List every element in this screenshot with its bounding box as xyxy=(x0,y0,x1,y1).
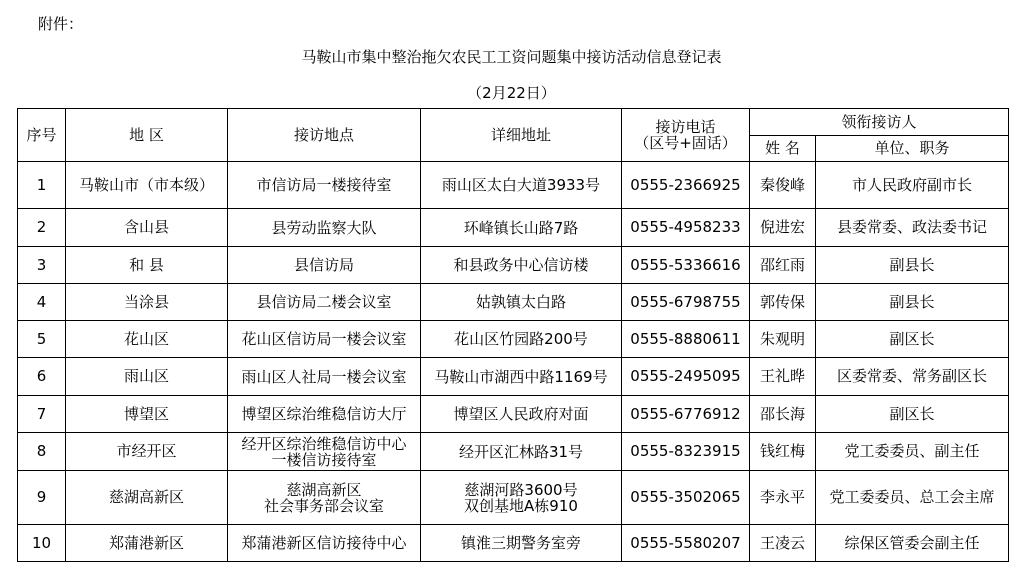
cell-region: 雨山区 xyxy=(66,358,228,396)
cell-region: 马鞍山市（市本级） xyxy=(66,162,228,209)
header-row-1 xyxy=(18,109,1009,136)
cell-region: 慈湖高新区 xyxy=(66,471,228,525)
cell-name: 秦俊峰 xyxy=(750,162,816,209)
cell-address-line-1: 慈湖河路3600号 xyxy=(464,480,578,499)
cell-phone: 0555-8880611 xyxy=(622,321,750,358)
cell-name: 钱红梅 xyxy=(750,433,816,471)
cell-seq: 5 xyxy=(18,321,66,358)
table-row xyxy=(18,321,1009,358)
cell-seq: 4 xyxy=(18,284,66,321)
cell-seq: 9 xyxy=(18,471,66,525)
cell-address xyxy=(421,247,622,284)
document-date: （2月22日） xyxy=(467,84,556,102)
cell-position: 副区长 xyxy=(816,321,1009,358)
cell-address xyxy=(421,396,622,433)
cell-region: 博望区 xyxy=(66,396,228,433)
cell-phone: 0555-6776912 xyxy=(622,396,750,433)
cell-address-line-2: 双创基地A栋910 xyxy=(464,496,578,515)
cell-name: 王凌云 xyxy=(750,525,816,562)
cell-phone: 0555-2495095 xyxy=(622,358,750,396)
cell-phone: 0555-6798755 xyxy=(622,284,750,321)
cell-position: 党工委委员、副主任 xyxy=(816,433,1009,471)
cell-name: 王礼晔 xyxy=(750,358,816,396)
cell-seq: 1 xyxy=(18,162,66,209)
header-position: 单位、职务 xyxy=(816,136,1009,162)
table-row xyxy=(18,284,1009,321)
cell-address xyxy=(421,209,622,247)
cell-address xyxy=(421,321,622,358)
cell-region: 含山县 xyxy=(66,209,228,247)
document-title: 马鞍山市集中整治拖欠农民工工资问题集中接访活动信息登记表 xyxy=(301,48,722,66)
cell-location xyxy=(228,162,421,209)
header-address: 详细地址 xyxy=(421,109,622,162)
cell-position: 区委常委、常务副区长 xyxy=(816,358,1009,396)
cell-address-line-1: 和县政务中心信访楼 xyxy=(453,256,589,274)
cell-address-line-1: 雨山区太白大道3933号 xyxy=(441,176,601,194)
cell-address-line-1: 姑孰镇太白路 xyxy=(475,293,566,311)
cell-address xyxy=(421,284,622,321)
cell-address-line-1: 博望区人民政府对面 xyxy=(453,405,589,423)
cell-location xyxy=(228,433,421,471)
header-phone-line2: （区号+固话） xyxy=(634,134,737,152)
cell-seq: 7 xyxy=(18,396,66,433)
cell-location xyxy=(228,247,421,284)
cell-position: 综保区管委会副主任 xyxy=(816,525,1009,562)
table-row xyxy=(18,433,1009,471)
registration-table xyxy=(17,108,1009,562)
cell-position: 市人民政府副市长 xyxy=(816,162,1009,209)
cell-location xyxy=(228,471,421,525)
cell-address xyxy=(421,471,622,525)
cell-address xyxy=(421,358,622,396)
table-row xyxy=(18,358,1009,396)
header-name: 姓 名 xyxy=(750,136,816,162)
header-phone xyxy=(622,109,750,162)
table-row xyxy=(18,471,1009,525)
cell-location-line-1: 县信访局二楼会议室 xyxy=(256,293,392,311)
cell-region: 花山区 xyxy=(66,321,228,358)
attachment-label: 附件： xyxy=(38,15,84,33)
header-leader: 领衔接访人 xyxy=(750,109,1009,136)
cell-address-line-1: 马鞍山市湖西中路1169号 xyxy=(434,367,608,386)
cell-region: 和 县 xyxy=(66,247,228,284)
cell-position: 副县长 xyxy=(816,284,1009,321)
table-row xyxy=(18,247,1009,284)
cell-location xyxy=(228,358,421,396)
cell-phone: 0555-4958233 xyxy=(622,209,750,247)
table-header xyxy=(18,109,1009,162)
cell-location-line-1: 经开区综治维稳信访中心 xyxy=(241,434,407,453)
cell-location xyxy=(228,209,421,247)
cell-name: 朱观明 xyxy=(750,321,816,358)
cell-location xyxy=(228,396,421,433)
header-seq: 序号 xyxy=(18,109,66,162)
cell-name: 倪进宏 xyxy=(750,209,816,247)
header-region: 地 区 xyxy=(66,109,228,162)
cell-seq: 8 xyxy=(18,433,66,471)
table-row xyxy=(18,396,1009,433)
cell-location-line-2: 一楼信访接待室 xyxy=(271,450,377,469)
cell-phone: 0555-2366925 xyxy=(622,162,750,209)
cell-location-line-1: 县劳动监察大队 xyxy=(271,218,377,237)
table-row xyxy=(18,209,1009,247)
cell-location-line-2: 社会事务部会议室 xyxy=(263,496,384,515)
cell-location-line-1: 县信访局 xyxy=(293,256,354,274)
cell-phone: 0555-5336616 xyxy=(622,247,750,284)
table-row xyxy=(18,525,1009,562)
cell-location-line-1: 慈湖高新区 xyxy=(286,480,362,499)
cell-name: 邵长海 xyxy=(750,396,816,433)
cell-position: 县委常委、政法委书记 xyxy=(816,209,1009,247)
cell-location-line-1: 博望区综治维稳信访大厅 xyxy=(241,405,407,423)
cell-seq: 10 xyxy=(18,525,66,562)
cell-location xyxy=(228,284,421,321)
header-location: 接访地点 xyxy=(228,109,421,162)
cell-location-line-1: 郑蒲港新区信访接待中心 xyxy=(241,534,407,552)
cell-address-line-1: 镇淮三期警务室旁 xyxy=(460,534,581,552)
cell-name: 郭传保 xyxy=(750,284,816,321)
cell-address-line-1: 花山区竹园路200号 xyxy=(454,330,588,348)
cell-position: 副县长 xyxy=(816,247,1009,284)
cell-location-line-1: 雨山区人社局一楼会议室 xyxy=(241,367,407,386)
table-body xyxy=(18,162,1009,562)
cell-region: 市经开区 xyxy=(66,433,228,471)
cell-seq: 3 xyxy=(18,247,66,284)
cell-seq: 2 xyxy=(18,209,66,247)
cell-address xyxy=(421,433,622,471)
cell-address-line-1: 环峰镇长山路7路 xyxy=(463,218,579,237)
cell-location xyxy=(228,321,421,358)
cell-phone: 0555-3502065 xyxy=(622,471,750,525)
table-row xyxy=(18,162,1009,209)
cell-location-line-1: 市信访局一楼接待室 xyxy=(256,176,392,194)
cell-address xyxy=(421,525,622,562)
cell-name: 邵红雨 xyxy=(750,247,816,284)
cell-region: 郑蒲港新区 xyxy=(66,525,228,562)
cell-position: 党工委委员、总工会主席 xyxy=(816,471,1009,525)
cell-name: 李永平 xyxy=(750,471,816,525)
cell-region: 当涂县 xyxy=(66,284,228,321)
cell-location-line-1: 花山区信访局一楼会议室 xyxy=(241,330,407,348)
cell-phone: 0555-8323915 xyxy=(622,433,750,471)
cell-address-line-1: 经开区汇林路31号 xyxy=(458,442,584,461)
cell-address xyxy=(421,162,622,209)
cell-seq: 6 xyxy=(18,358,66,396)
header-phone-line1: 接访电话 xyxy=(655,118,716,136)
cell-phone: 0555-5580207 xyxy=(622,525,750,562)
cell-location xyxy=(228,525,421,562)
cell-position: 副区长 xyxy=(816,396,1009,433)
